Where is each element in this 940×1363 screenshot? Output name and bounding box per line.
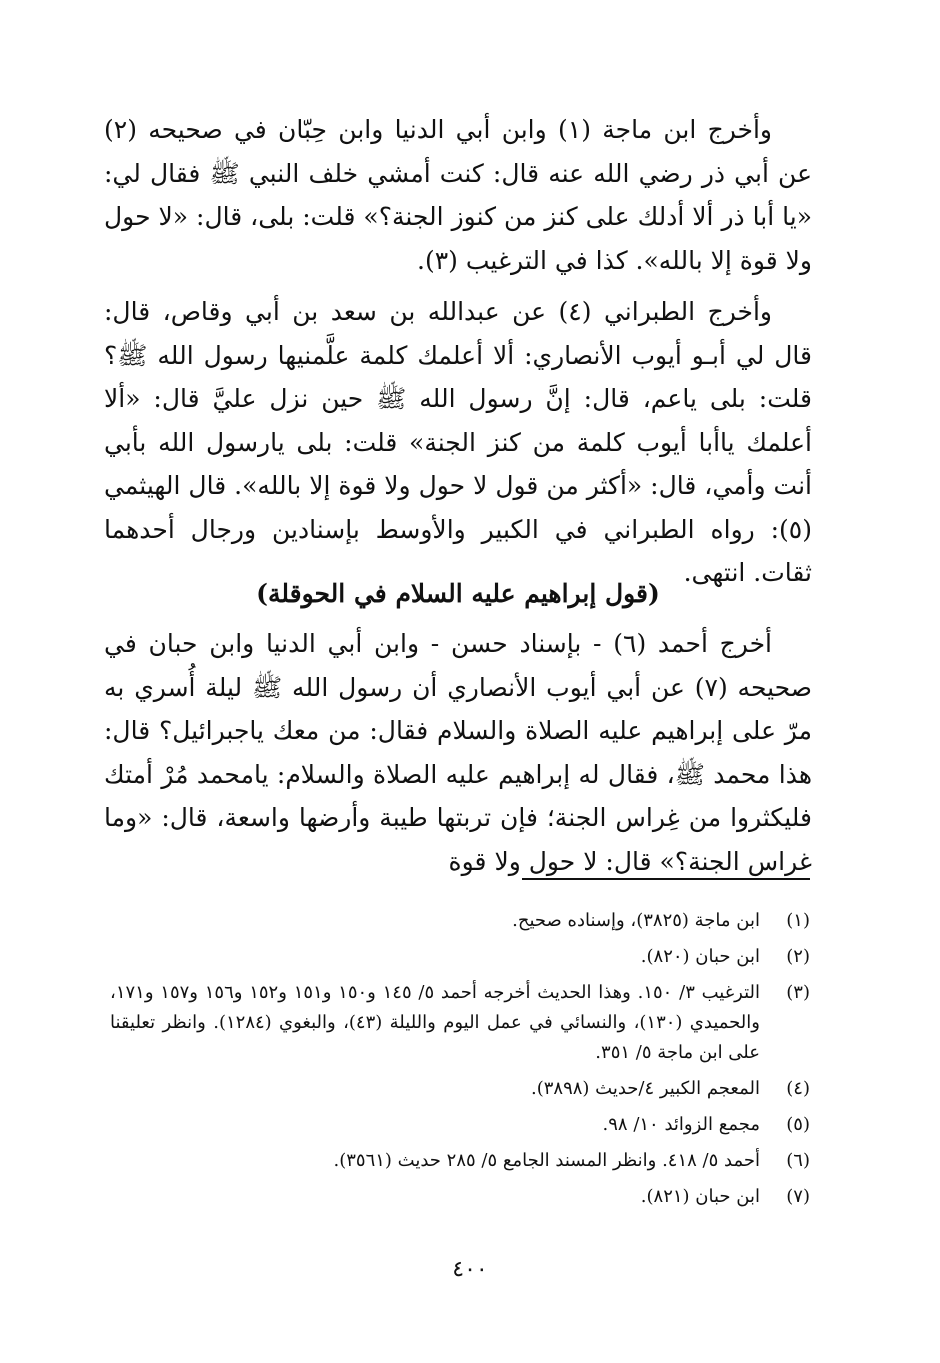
paragraph-2: وأخرج الطبراني (٤) عن عبدالله بن سعد بن أبي وقاص، قال: قال لي أبـو أيوب الأنصاري: ألا أعلمك كلمة علَّمنيها رسول الله ﷺ؟ قلت: بلى ياعم، قال: إنَّ رسول الله ﷺ حين نزل عليَّ قال: «ألا أعلمك ياأبا أيوب كلمة من كنز الجنة» قلت: بلى يارسول الله بأبي أنت وأمي، قال: «أكثر من قول لا حول ولا قوة إلا بالله». قال الهيثمي (٥): رواه الطبراني في الكبير والأوسط بإسنادين ورجال أحدهما ثقات. انتهى. [104,297,812,587]
footnote-2 [110,942,810,972]
section-paragraph: أخرج أحمد (٦) - بإسناد حسن - وابن أبي الدنيا وابن حبان في صحيحه (٧) عن أبي أيوب الأنصاري أن رسول الله ﷺ ليلة أُسري به مرّ على إبراهيم عليه الصلاة والسلام فقال: من معك ياجبرائيل؟ قال: هذا محمد ﷺ، فقال له إبراهيم عليه الصلاة والسلام: يامحمد مُرْ أمتك فليكثروا من غِراس الجنة؛ فإن تربتها طيبة وأرضها واسعة، قال: «وما غراس الجنة؟» قال: لا حول ولا قوة [104,629,812,876]
footnote-number: (٥) [786,1114,810,1135]
footnote-text: ابن ماجة (٣٨٢٥)، وإسناده صحيح. [512,910,760,931]
footnote-number: (٤) [786,1078,810,1099]
footnote-text: أحمد ٥/ ٤١٨. وانظر المسند الجامع ٥/ ٢٨٥ حديث (٣٥٦١). [333,1150,760,1171]
footnote-7 [110,1182,810,1212]
footnote-5 [110,1110,810,1140]
footnote-text: ابن حبان (٨٢٠). [640,946,760,967]
footnote-6 [110,1146,810,1176]
footnote-divider [522,878,810,880]
footnote-text: المعجم الكبير ٤/حديث (٣٨٩٨). [530,1078,760,1099]
footnote-text: الترغيب ٣/ ١٥٠. وهذا الحديث أخرجه أحمد ٥/ ١٤٥ و١٥٠ و١٥١ و١٥٢ و١٥٦ و١٥٧ و١٧١، والحميدي (١٣٠)، والنسائي في عمل اليوم والليلة (٤٣)، والبغوي (١٢٨٤). وانظر تعليقنا على ابن ماجة ٥/ ٣٥١. [110,982,760,1063]
section-heading: (قول إبراهيم عليه السلام في الحوقلة) [256,579,660,608]
footnotes-list [110,906,810,1218]
footnote-3 [110,978,810,1068]
footnote-text: مجمع الزوائد ١٠/ ٩٨. [602,1114,760,1135]
footnote-number: (١) [786,910,810,931]
footnote-4 [110,1074,810,1104]
section-text [104,622,812,883]
footnote-number: (٧) [786,1186,810,1207]
footnote-number: (٦) [786,1150,810,1171]
main-text [104,108,812,595]
footnote-number: (٣) [786,982,810,1003]
footnote-number: (٢) [786,946,810,967]
footnote-1 [110,906,810,936]
paragraph-1: وأخرج ابن ماجة (١) وابن أبي الدنيا وابن حِبّان في صحيحه (٢) عن أبي ذر رضي الله عنه قال: كنت أمشي خلف النبي ﷺ فقال لي: «يا أبا ذر ألا أدلك على كنز من كنوز الجنة؟» قلت: بلى، قال: «لا حول ولا قوة إلا بالله». كذا في الترغيب (٣). [104,115,812,275]
page-number: ٤٠٠ [452,1257,488,1282]
footnote-text: ابن حبان (٨٢١). [640,1186,760,1207]
